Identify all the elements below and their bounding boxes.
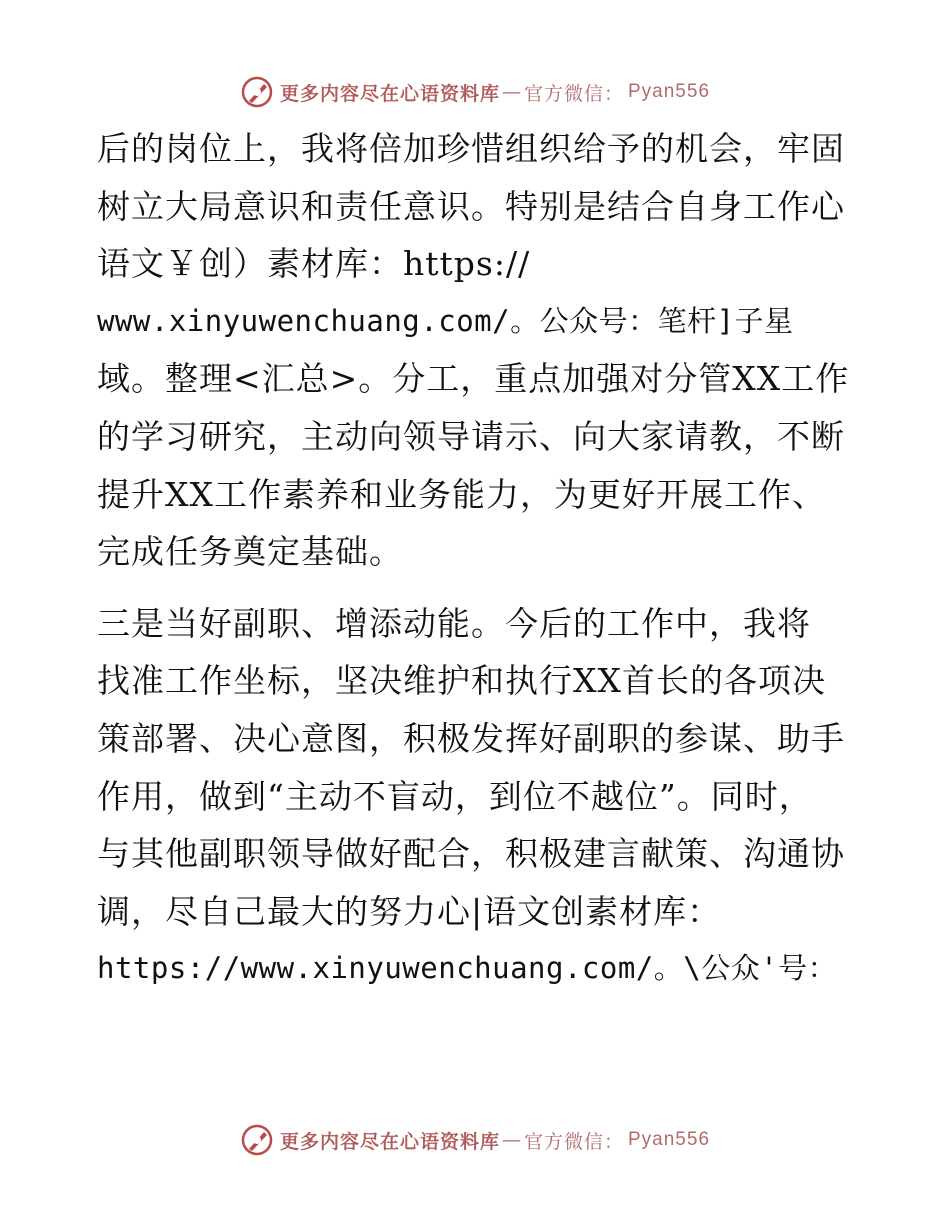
text-line: www.xinyuwenchuang.com/。公众号：笔杆]子星 [97,303,794,338]
header-watermark [0,72,950,112]
quill-logo-icon [240,1123,274,1157]
paragraph-2 [97,595,867,998]
watermark-official-label: 官方微信： [523,1130,624,1153]
text-line: 树立大局意识和责任意识。特别是结合自身工作心 [97,186,845,226]
text-line: 的学习研究，主动向领导请示、向大家请教，不断 [97,416,845,456]
text-line: 域。整理<汇总>。分工，重点加强对分管XX工作 [97,359,850,399]
watermark-separator: — [501,1129,522,1151]
text-line: 三是当好副职、增添动能。今后的工作中，我将 [97,603,811,643]
text-line: 提升XX工作素养和业务能力，为更好开展工作、 [97,474,826,514]
text-line: 策部署、决心意图，积极发挥好副职的参谋、助手 [97,718,845,758]
paragraph-gap [97,581,867,595]
quill-logo-icon [240,75,274,109]
text-line: 作用，做到“主动不盲动，到位不越位”。同时， [97,776,813,816]
watermark-brand: 更多内容尽在心语资料库 [279,1130,500,1153]
text-line: 与其他副职领导做好配合，积极建言献策、沟通协 [97,834,845,874]
watermark-account: Pyan556 [628,1129,711,1150]
text-line: 找准工作坐标，坚决维护和执行XX首长的各项决 [97,661,826,701]
watermark-account: Pyan556 [628,81,711,102]
text-line: https://www.xinyuwenchuang.com/。\公众'号： [97,951,838,986]
watermark-separator: — [501,81,522,103]
document-body [97,120,867,998]
watermark-brand: 更多内容尽在心语资料库 [279,82,500,105]
text-line: 后的岗位上，我将倍加珍惜组织给予的机会，牢固 [97,129,845,168]
text-line: 语文￥创）素材库：https:// [97,244,531,284]
watermark-official-label: 官方微信： [523,82,624,105]
footer-watermark [0,1120,950,1160]
text-line: 调，尽自己最大的努力心|语文创素材库： [97,891,722,931]
paragraph-1 [97,120,867,581]
text-line: 完成任务奠定基础。 [97,532,403,572]
